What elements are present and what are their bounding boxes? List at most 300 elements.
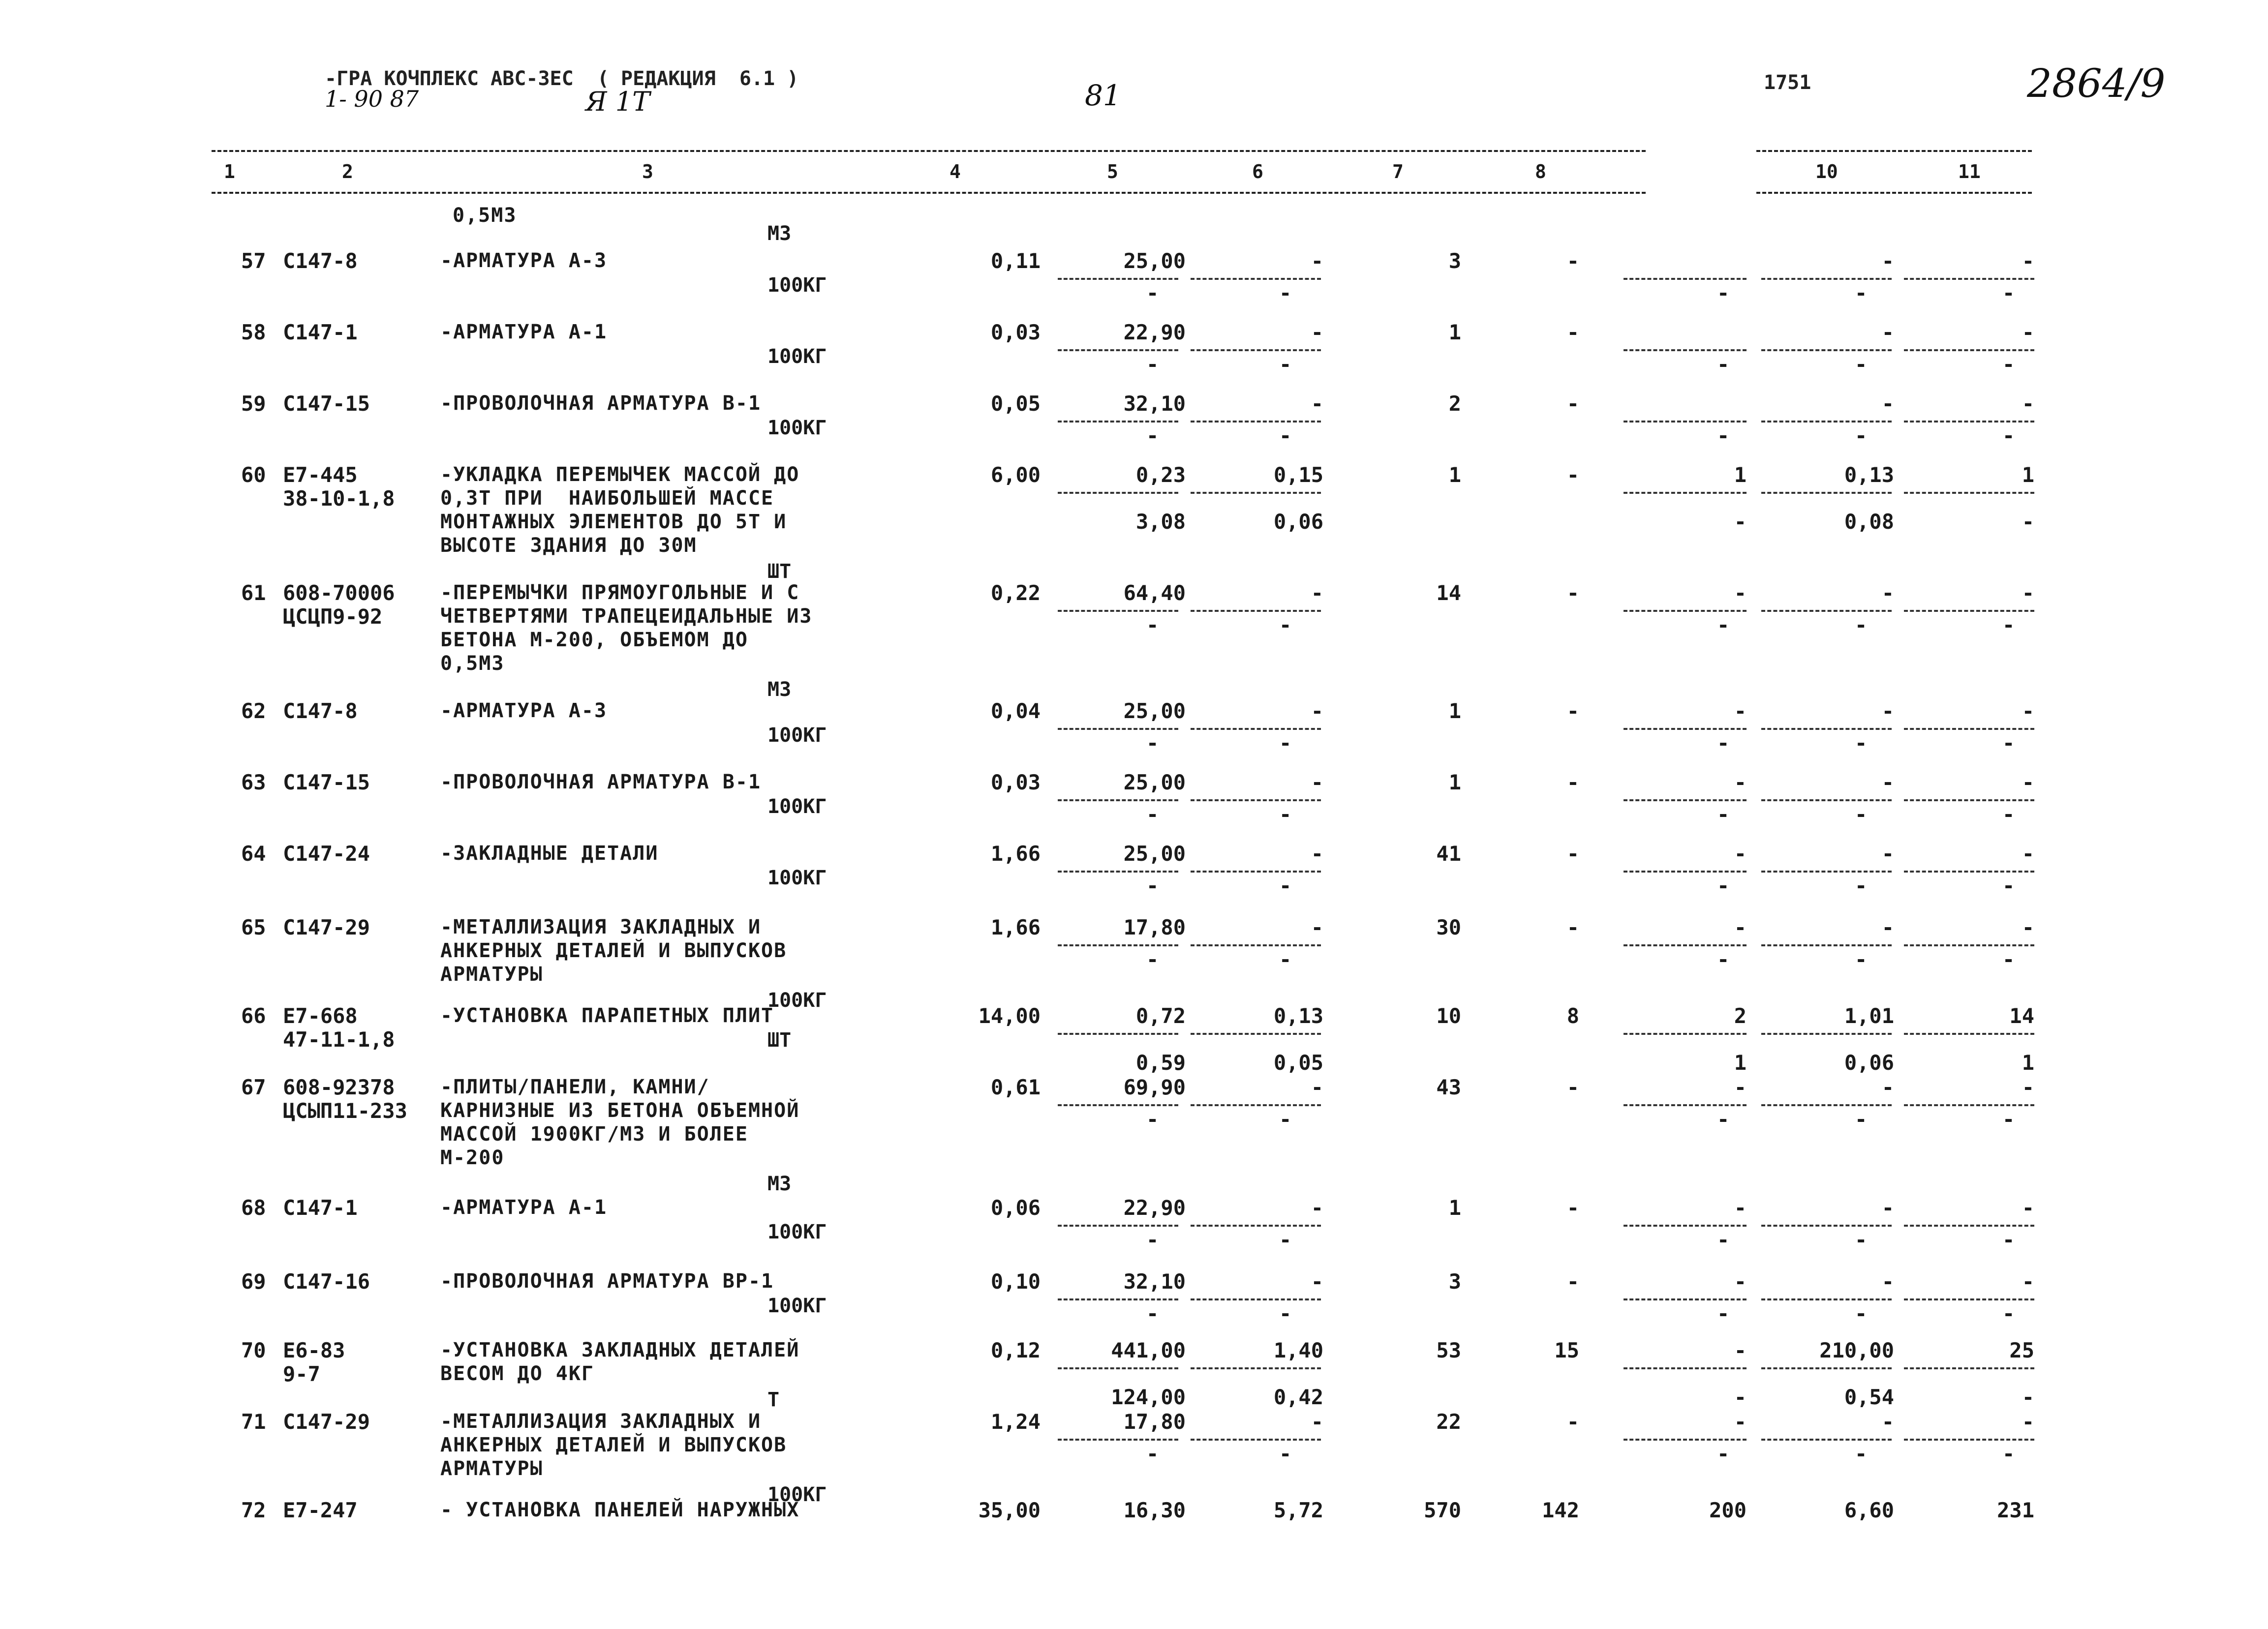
row-separator [1191, 349, 1321, 351]
empty-cell-dash: - [2002, 281, 2015, 305]
cell-c9: - [1734, 1075, 1747, 1099]
row-unit: 100КГ [767, 417, 827, 439]
cell-c7: 53 [1436, 1338, 1461, 1362]
cell-c9: 1 [1734, 463, 1747, 487]
row-code: 9-7 [283, 1362, 320, 1386]
row-separator [1058, 1367, 1178, 1369]
row-separator [1761, 1104, 1892, 1106]
row-code: 38-10-1,8 [283, 486, 395, 511]
row-separator [1058, 1104, 1178, 1106]
row-description: ЧЕТВЕРТЯМИ ТРАПЕЦЕИДАЛЬНЫЕ ИЗ [440, 605, 813, 628]
row-number: 65 [241, 915, 266, 939]
cell-c11: - [2022, 699, 2034, 723]
cell-c6: - [1311, 1269, 1323, 1294]
empty-cell-dash: - [1279, 731, 1292, 755]
cell-c5: 22,90 [1123, 320, 1186, 344]
row-unit-before: М3 [767, 222, 792, 245]
row-separator [1191, 1367, 1321, 1369]
cell-c6: 5,72 [1273, 1498, 1323, 1522]
cell-c11: - [2022, 581, 2034, 605]
row-description: -УКЛАДКА ПЕРЕМЫЧЕК МАССОЙ ДО [440, 463, 800, 486]
row-separator [1058, 728, 1178, 730]
empty-cell-dash: - [1279, 1228, 1292, 1252]
row-separator [1624, 799, 1747, 801]
row-separator [1191, 421, 1321, 422]
cell-c4: 0,12 [990, 1338, 1041, 1362]
cell-c6: 1,40 [1273, 1338, 1323, 1362]
header-rule-bottom-right [1756, 192, 2032, 194]
row-separator [1058, 1298, 1178, 1300]
row-description: 0,5М3 [440, 652, 505, 675]
cell-c4: 0,11 [990, 249, 1041, 273]
row-unit: 100КГ [767, 724, 827, 747]
row-number: 68 [241, 1196, 266, 1220]
header-rule-top [212, 150, 1646, 152]
empty-cell-dash: - [1855, 352, 1868, 376]
cell-c5: 25,00 [1123, 770, 1186, 794]
cell-c11: 14 [2009, 1004, 2034, 1028]
cell-c6: - [1311, 1196, 1323, 1220]
row-code: С147-8 [283, 249, 358, 273]
cell-c7: 41 [1436, 842, 1461, 866]
column-header-3: 3 [642, 161, 653, 182]
row-separator [1761, 871, 1892, 873]
empty-cell-dash: - [1146, 352, 1159, 376]
cell-c11: - [2022, 1410, 2034, 1434]
empty-cell-dash: - [1717, 731, 1730, 755]
empty-cell-dash: - [1146, 281, 1159, 305]
cell-c6: - [1311, 392, 1323, 416]
column-header-10: 10 [1815, 161, 1838, 182]
row-separator [1058, 610, 1178, 612]
header-rule-bottom [212, 192, 1646, 194]
cell-c7: 43 [1436, 1075, 1461, 1099]
row-code: С147-16 [283, 1269, 370, 1294]
row-separator [1904, 349, 2034, 351]
row-number: 57 [241, 249, 266, 273]
cell-c8: - [1566, 842, 1579, 866]
empty-cell-dash: - [2002, 802, 2015, 826]
row-separator [1624, 944, 1747, 946]
cell-c4: 0,06 [990, 1196, 1041, 1220]
cell-c10: - [1881, 770, 1894, 794]
row-number: 71 [241, 1410, 266, 1434]
row-description: 0,3Т ПРИ НАИБОЛЬШЕЙ МАССЕ [440, 487, 774, 510]
cell-c5: 64,40 [1123, 581, 1186, 605]
empty-cell-dash: - [1279, 802, 1292, 826]
row-number: 63 [241, 770, 266, 794]
row-unit: 100КГ [767, 345, 827, 368]
row-description: -ЗАКЛАДНЫЕ ДЕТАЛИ [440, 842, 659, 865]
cell-c5: 0,72 [1135, 1004, 1186, 1028]
row-code: С147-1 [283, 1196, 358, 1220]
row-separator [1058, 871, 1178, 873]
row-separator [1904, 1367, 2034, 1369]
cell-c8: - [1566, 699, 1579, 723]
row-code: С147-29 [283, 1410, 370, 1434]
cell-c6: - [1311, 1410, 1323, 1434]
sub-cell-c11: - [2022, 1385, 2034, 1409]
cell-c5: 17,80 [1123, 1410, 1186, 1434]
cell-c8: 142 [1542, 1498, 1579, 1522]
row-separator [1761, 1298, 1892, 1300]
empty-cell-dash: - [2002, 1442, 2015, 1466]
row-separator [1058, 1439, 1178, 1441]
continued-text: 0,5М3 [453, 204, 517, 227]
cell-c9: - [1734, 699, 1747, 723]
empty-cell-dash: - [1146, 1301, 1159, 1326]
cell-c10: - [1881, 915, 1894, 939]
row-separator [1904, 421, 2034, 422]
column-header-7: 7 [1392, 161, 1404, 182]
cell-c10: 1,01 [1844, 1004, 1894, 1028]
row-description: МАССОЙ 1900КГ/М3 И БОЛЕЕ [440, 1123, 748, 1146]
cell-c9: 200 [1709, 1498, 1747, 1522]
row-description: -МЕТАЛЛИЗАЦИЯ ЗАКЛАДНЫХ И [440, 1410, 762, 1433]
cell-c6: - [1311, 915, 1323, 939]
cell-c7: 30 [1436, 915, 1461, 939]
cell-c4: 1,24 [990, 1410, 1041, 1434]
cell-c9: 2 [1734, 1004, 1747, 1028]
cell-c9: - [1734, 1410, 1747, 1434]
row-description: -АРМАТУРА А-1 [440, 1196, 608, 1219]
handwritten-mark: Я 1Т [585, 86, 650, 117]
row-description: -МЕТАЛЛИЗАЦИЯ ЗАКЛАДНЫХ И [440, 916, 762, 938]
empty-cell-dash: - [1279, 1442, 1292, 1466]
cell-c5: 0,23 [1135, 463, 1186, 487]
cell-c4: 0,61 [990, 1075, 1041, 1099]
cell-c8: 8 [1566, 1004, 1579, 1028]
row-code: С147-8 [283, 699, 358, 723]
row-separator [1058, 278, 1178, 280]
row-separator [1191, 1439, 1321, 1441]
row-separator [1191, 1104, 1321, 1106]
cell-c5: 25,00 [1123, 249, 1186, 273]
cell-c8: - [1566, 770, 1579, 794]
cell-c6: 0,13 [1273, 1004, 1323, 1028]
row-separator [1624, 278, 1747, 280]
cell-c8: - [1566, 915, 1579, 939]
cell-c7: 1 [1448, 1196, 1461, 1220]
empty-cell-dash: - [1717, 802, 1730, 826]
row-code: Е7-668 [283, 1004, 358, 1028]
row-number: 66 [241, 1004, 266, 1028]
row-separator [1904, 1104, 2034, 1106]
empty-cell-dash: - [1279, 352, 1292, 376]
cell-c9: - [1734, 581, 1747, 605]
sub-cell-c6: 0,06 [1273, 510, 1323, 534]
cell-c10: - [1881, 842, 1894, 866]
row-code: 608-70006 [283, 581, 395, 605]
row-separator [1624, 728, 1747, 730]
cell-c11: 25 [2009, 1338, 2034, 1362]
row-description: М-200 [440, 1146, 505, 1169]
cell-c4: 0,03 [990, 770, 1041, 794]
empty-cell-dash: - [2002, 1107, 2015, 1131]
column-header-1: 1 [224, 161, 235, 182]
sub-cell-c11: 1 [2022, 1051, 2034, 1075]
row-unit: 100КГ [767, 1295, 827, 1317]
cell-c5: 441,00 [1111, 1338, 1186, 1362]
row-description: -ПЛИТЫ/ПАНЕЛИ, КАМНИ/ [440, 1076, 710, 1098]
cell-c6: - [1311, 581, 1323, 605]
row-separator [1761, 1225, 1892, 1227]
row-separator [1761, 944, 1892, 946]
empty-cell-dash: - [1855, 947, 1868, 971]
cell-c5: 17,80 [1123, 915, 1186, 939]
row-separator [1191, 871, 1321, 873]
row-description: -АРМАТУРА А-3 [440, 699, 608, 722]
row-separator [1058, 799, 1178, 801]
cell-c11: - [2022, 1269, 2034, 1294]
empty-cell-dash: - [1146, 423, 1159, 448]
empty-cell-dash: - [1855, 1107, 1868, 1131]
row-separator [1624, 349, 1747, 351]
row-description: -ПРОВОЛОЧНАЯ АРМАТУРА В-1 [440, 392, 762, 415]
row-unit: ШТ [767, 1029, 792, 1052]
cell-c5: 32,10 [1123, 392, 1186, 416]
row-unit: М3 [767, 678, 792, 701]
empty-cell-dash: - [2002, 423, 2015, 448]
row-unit: 100КГ [767, 989, 827, 1012]
cell-c9: - [1734, 915, 1747, 939]
row-separator [1058, 349, 1178, 351]
row-separator [1904, 492, 2034, 494]
row-separator [1624, 492, 1747, 494]
empty-cell-dash: - [1855, 802, 1868, 826]
row-separator [1058, 421, 1178, 422]
row-description: АРМАТУРЫ [440, 1457, 543, 1480]
cell-c10: - [1881, 249, 1894, 273]
row-unit: Т [767, 1388, 780, 1411]
row-code: С147-15 [283, 770, 370, 794]
row-separator [1624, 610, 1747, 612]
row-number: 64 [241, 842, 266, 866]
empty-cell-dash: - [1279, 1107, 1292, 1131]
row-separator [1058, 492, 1178, 494]
cell-c11: - [2022, 249, 2034, 273]
row-description: АРМАТУРЫ [440, 963, 543, 986]
cell-c8: - [1566, 581, 1579, 605]
row-separator [1624, 1367, 1747, 1369]
row-description: ВЕСОМ ДО 4КГ [440, 1362, 594, 1385]
row-number: 70 [241, 1338, 266, 1362]
cell-c4: 14,00 [978, 1004, 1041, 1028]
row-number: 67 [241, 1075, 266, 1099]
empty-cell-dash: - [1717, 1442, 1730, 1466]
cell-c11: - [2022, 770, 2034, 794]
row-description: -ПРОВОЛОЧНАЯ АРМАТУРА ВР-1 [440, 1270, 774, 1293]
row-number: 60 [241, 463, 266, 487]
empty-cell-dash: - [1146, 613, 1159, 637]
row-separator [1761, 492, 1892, 494]
empty-cell-dash: - [1146, 1228, 1159, 1252]
row-separator [1904, 1225, 2034, 1227]
cell-c10: - [1881, 320, 1894, 344]
cell-c7: 14 [1436, 581, 1461, 605]
row-separator [1191, 1225, 1321, 1227]
cell-c5: 25,00 [1123, 699, 1186, 723]
row-unit: ШТ [767, 560, 792, 583]
program-header: -ГРА КОЧПЛЕКС АВС-ЗЕС ( РЕДАКЦИЯ 6.1 ) [325, 67, 799, 90]
cell-c10: - [1881, 699, 1894, 723]
row-description: - УСТАНОВКА ПАНЕЛЕЙ НАРУЖНЫХ [440, 1499, 800, 1521]
row-unit: 100КГ [767, 1221, 827, 1243]
empty-cell-dash: - [1146, 731, 1159, 755]
cell-c10: 210,00 [1819, 1338, 1894, 1362]
empty-cell-dash: - [1855, 731, 1868, 755]
row-description: ВЫСОТЕ ЗДАНИЯ ДО 30М [440, 534, 697, 557]
sub-cell-c11: - [2022, 510, 2034, 534]
row-separator [1624, 1439, 1747, 1441]
sub-cell-c5: 124,00 [1111, 1385, 1186, 1409]
empty-cell-dash: - [2002, 352, 2015, 376]
row-separator [1904, 278, 2034, 280]
empty-cell-dash: - [1855, 874, 1868, 898]
row-description: -УСТАНОВКА ПАРАПЕТНЫХ ПЛИТ [440, 1004, 774, 1027]
row-description: МОНТАЖНЫХ ЭЛЕМЕНТОВ ДО 5Т И [440, 511, 787, 533]
cell-c8: - [1566, 1075, 1579, 1099]
cell-c5: 32,10 [1123, 1269, 1186, 1294]
cell-c7: 1 [1448, 463, 1461, 487]
row-separator [1624, 1104, 1747, 1106]
empty-cell-dash: - [1855, 1228, 1868, 1252]
empty-cell-dash: - [1279, 613, 1292, 637]
row-separator [1624, 1033, 1747, 1035]
sub-cell-c5: 0,59 [1135, 1051, 1186, 1075]
empty-cell-dash: - [1146, 802, 1159, 826]
empty-cell-dash: - [1855, 613, 1868, 637]
row-separator [1904, 728, 2034, 730]
row-separator [1191, 1033, 1321, 1035]
row-separator [1904, 944, 2034, 946]
row-separator [1761, 349, 1892, 351]
cell-c6: 0,15 [1273, 463, 1323, 487]
row-unit: 100КГ [767, 274, 827, 297]
cell-c6: - [1311, 699, 1323, 723]
row-description: -УСТАНОВКА ЗАКЛАДНЫХ ДЕТАЛЕЙ [440, 1339, 800, 1361]
empty-cell-dash: - [2002, 1228, 2015, 1252]
cell-c11: - [2022, 1196, 2034, 1220]
row-code: С147-15 [283, 392, 370, 416]
cell-c5: 16,30 [1123, 1498, 1186, 1522]
row-separator [1761, 728, 1892, 730]
row-separator [1904, 1439, 2034, 1441]
row-separator [1904, 799, 2034, 801]
empty-cell-dash: - [1855, 1442, 1868, 1466]
row-code: ЦСЫП11-233 [283, 1099, 407, 1123]
cell-c7: 1 [1448, 320, 1461, 344]
cell-c11: - [2022, 1075, 2034, 1099]
cell-c4: 1,66 [990, 842, 1041, 866]
cell-c6: - [1311, 320, 1323, 344]
cell-c8: - [1566, 1410, 1579, 1434]
page-corner-number: 2864/9 [2027, 60, 2166, 106]
row-separator [1761, 1439, 1892, 1441]
row-separator [1191, 278, 1321, 280]
cell-c7: 1 [1448, 770, 1461, 794]
program-subheader: 1- 90 87 [325, 86, 419, 112]
row-separator [1191, 799, 1321, 801]
cell-c11: - [2022, 320, 2034, 344]
row-description: КАРНИЗНЫЕ ИЗ БЕТОНА ОБЪЕМНОЙ [440, 1099, 800, 1122]
row-code: С147-29 [283, 915, 370, 939]
row-code: ЦСЦП9-92 [283, 604, 383, 629]
cell-c5: 69,90 [1123, 1075, 1186, 1099]
empty-cell-dash: - [1279, 281, 1292, 305]
column-header-8: 8 [1535, 161, 1546, 182]
sub-cell-c9: - [1734, 1385, 1747, 1409]
empty-cell-dash: - [1146, 1107, 1159, 1131]
row-description: -ПРОВОЛОЧНАЯ АРМАТУРА В-1 [440, 771, 762, 793]
cell-c10: 0,13 [1844, 463, 1894, 487]
row-code: С147-24 [283, 842, 370, 866]
row-separator [1904, 871, 2034, 873]
empty-cell-dash: - [1279, 1301, 1292, 1326]
row-separator [1904, 1033, 2034, 1035]
row-description: АНКЕРНЫХ ДЕТАЛЕЙ И ВЫПУСКОВ [440, 1434, 787, 1456]
cell-c6: - [1311, 842, 1323, 866]
cell-c7: 3 [1448, 1269, 1461, 1294]
row-description: АНКЕРНЫХ ДЕТАЛЕЙ И ВЫПУСКОВ [440, 939, 787, 962]
cell-c7: 570 [1424, 1498, 1461, 1522]
cell-c6: - [1311, 1075, 1323, 1099]
empty-cell-dash: - [1855, 423, 1868, 448]
cell-c11: 231 [1997, 1498, 2034, 1522]
cell-c8: - [1566, 1196, 1579, 1220]
row-description: -АРМАТУРА А-1 [440, 321, 608, 343]
row-separator [1624, 421, 1747, 422]
cell-c10: - [1881, 581, 1894, 605]
row-description: -АРМАТУРА А-3 [440, 249, 608, 272]
cell-c4: 0,03 [990, 320, 1041, 344]
cell-c4: 0,04 [990, 699, 1041, 723]
cell-c4: 1,66 [990, 915, 1041, 939]
cell-c8: - [1566, 392, 1579, 416]
cell-c4: 0,22 [990, 581, 1041, 605]
cell-c10: - [1881, 1410, 1894, 1434]
header-rule-top-right [1756, 150, 2032, 152]
row-description: -ПЕРЕМЫЧКИ ПРЯМОУГОЛЬНЫЕ И С [440, 581, 800, 604]
row-unit: 100КГ [767, 1483, 827, 1506]
row-separator [1191, 1298, 1321, 1300]
cell-c7: 2 [1448, 392, 1461, 416]
sub-cell-c6: 0,42 [1273, 1385, 1323, 1409]
cell-c4: 0,10 [990, 1269, 1041, 1294]
cell-c8: - [1566, 320, 1579, 344]
cell-c11: 1 [2022, 463, 2034, 487]
row-separator [1761, 278, 1892, 280]
row-number: 69 [241, 1269, 266, 1294]
empty-cell-dash: - [1855, 281, 1868, 305]
row-number: 58 [241, 320, 266, 344]
empty-cell-dash: - [1146, 947, 1159, 971]
sub-cell-c10: 0,06 [1844, 1051, 1894, 1075]
row-separator [1624, 1225, 1747, 1227]
cell-c8: - [1566, 463, 1579, 487]
row-code: Е6-83 [283, 1338, 345, 1362]
column-header-11: 11 [1958, 161, 1981, 182]
cell-c10: - [1881, 392, 1894, 416]
row-description: БЕТОНА М-200, ОБЪЕМОМ ДО [440, 629, 748, 651]
cell-c7: 1 [1448, 699, 1461, 723]
cell-c11: - [2022, 842, 2034, 866]
row-separator [1624, 1298, 1747, 1300]
cell-c9: - [1734, 1269, 1747, 1294]
page-code: 1751 [1764, 71, 1811, 94]
row-unit: 100КГ [767, 795, 827, 818]
cell-c8: - [1566, 1269, 1579, 1294]
